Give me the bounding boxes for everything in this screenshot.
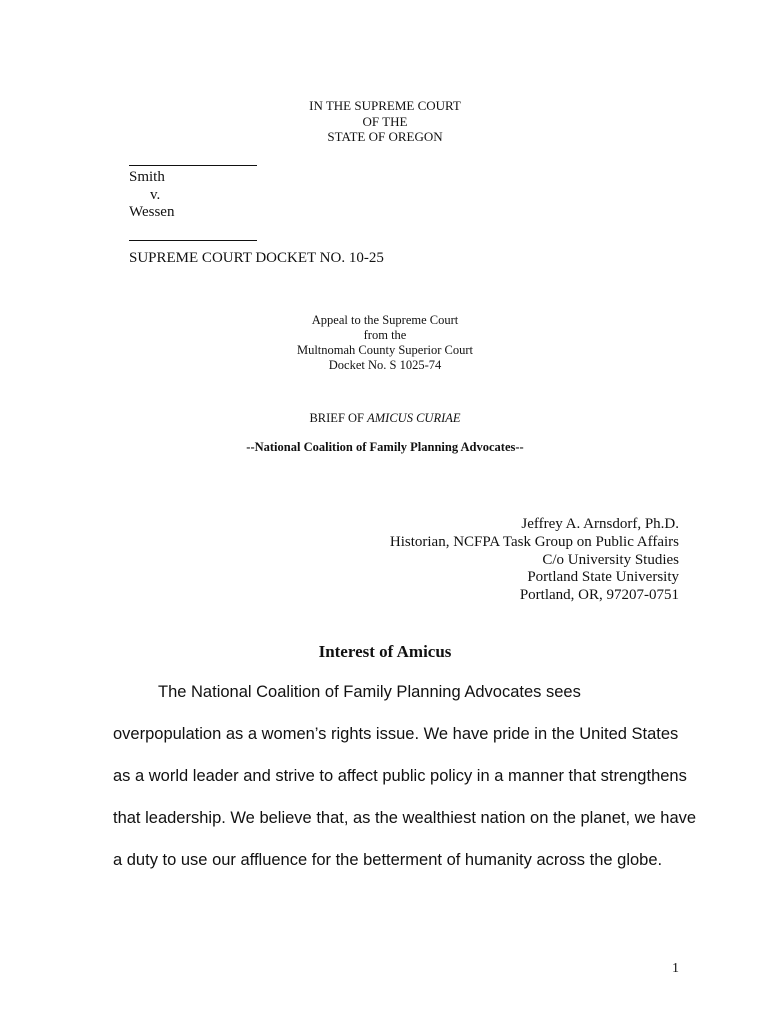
court-heading-line-1: IN THE SUPREME COURT <box>309 98 461 113</box>
versus-label: v. <box>150 186 161 203</box>
paragraph-line: overpopulation as a women’s rights issue. We have pride in the United States <box>113 725 679 743</box>
court-heading-line-2: OF THE <box>362 113 408 129</box>
brief-title <box>0 411 770 426</box>
case-parties <box>129 169 174 222</box>
appeal-line-1: Appeal to the Supreme Court <box>311 313 459 327</box>
author-address: Portland, OR, 97207-0751 <box>519 587 679 604</box>
appeal-line-4: Docket No. S 1025-74 <box>328 358 442 372</box>
coalition-name: --National Coalition of Family Planning Advocates-- <box>246 440 524 454</box>
brief-title-prefix: BRIEF OF <box>309 411 368 425</box>
author-institution: Portland State University <box>527 569 679 586</box>
page-number: 1 <box>672 961 679 976</box>
court-heading-line-3: STATE OF OREGON <box>327 129 443 144</box>
docket-number: SUPREME COURT DOCKET NO. 10-25 <box>129 250 384 266</box>
author-care-of: C/o University Studies <box>542 551 679 568</box>
author-title: Historian, NCFPA Task Group on Public Affairs <box>389 533 679 550</box>
party-top-rule <box>129 165 257 166</box>
appeal-line-2: from the <box>363 328 407 342</box>
plaintiff-name: Smith <box>129 169 165 185</box>
paragraph-line: The National Coalition of Family Planning Advocates sees <box>158 683 581 701</box>
paragraph-line: as a world leader and strive to affect public policy in a manner that strengthens <box>113 767 687 785</box>
author-name: Jeffrey A. Arnsdorf, Ph.D. <box>521 516 679 532</box>
brief-title-italic: AMICUS CURIAE <box>367 411 461 425</box>
court-heading <box>0 98 770 145</box>
author-block <box>390 516 679 605</box>
section-heading: Interest of Amicus <box>318 642 452 661</box>
paragraph-line: a duty to use our affluence for the betterment of humanity across the globe. <box>113 851 663 869</box>
appeal-block <box>0 313 770 373</box>
party-bottom-rule <box>129 240 257 241</box>
appeal-line-3: Multnomah County Superior Court <box>296 343 474 357</box>
paragraph-line: that leadership. We believe that, as the wealthiest nation on the planet, we have <box>113 809 697 827</box>
defendant-name: Wessen <box>129 204 175 220</box>
